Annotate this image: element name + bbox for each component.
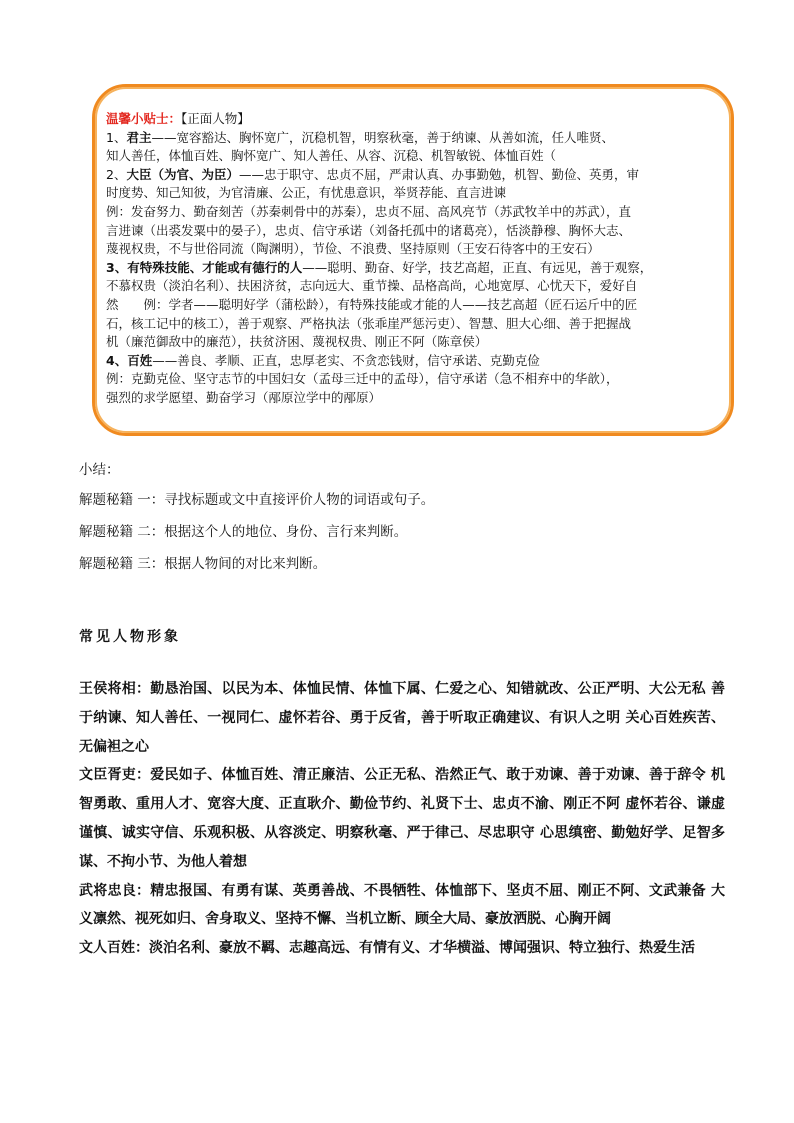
tip-line: 强烈的求学愿望、勤奋学习（邴原泣学中的邴原） <box>106 389 382 405</box>
summary-item: 解题秘籍 二：根据这个人的地位、身份、言行来判断。 <box>79 524 408 540</box>
tip-line: 4、百姓——善良、孝顺、正直，忠厚老实、不贪恋钱财，信守承诺、克勤克俭 <box>106 352 540 368</box>
tip-title: 温馨小贴士： <box>106 111 182 126</box>
summary-label: 小结： <box>79 462 120 478</box>
summary <box>79 458 719 584</box>
tip-heading: 【正面人物】 <box>181 111 250 126</box>
section-title: 常见人物形象 <box>79 629 181 645</box>
tip-line: 言进谏（出裘发粟中的晏子），忠贞、信守承诺（刘备托孤中的诸葛亮），恬淡静穆、胸怀大志、 <box>106 222 632 238</box>
tip-header <box>106 110 722 129</box>
summary-item: 解题秘籍 一：寻找标题或文中直接评价人物的词语或句子。 <box>79 492 435 508</box>
tip-box <box>106 110 722 408</box>
traits-paragraph: 武将忠良：精忠报国、有勇有谋、英勇善战、不畏牺牲、体恤部下、坚贞不屈、刚正不阿、文武兼备 大义凛然、视死如归、舍身取义、坚持不懈、当机立断、顾全大局、豪放洒脱、心胸开阔 <box>79 882 725 928</box>
traits-paragraph: 文臣胥吏：爱民如子、体恤百姓、清正廉洁、公正无私、浩然正气、敢于劝谏、善于劝谏、善于辞令 机智勇敢、重用人才、宽容大度、正直耿介、勤俭节约、礼贤下士、忠贞不渝、刚正不阿 虚怀若谷、谦虚谨慎、诚实守信、乐观积极、从容淡定、明察秋毫、严于律己、尽忠职守 心思缜密、勤勉好学、足智多谋、不拘小节、为他人着想 <box>79 767 725 870</box>
tip-line: 3、有特殊技能、才能或有德行的人——聪明、勤奋、好学，技艺高超，正直、有远见，善于观察， <box>106 259 653 275</box>
tip-line: 知人善任，体恤百姓、胸怀宽广、知人善任、从容、沉稳、机智敏锐、体恤百姓（ <box>106 148 557 164</box>
traits-list <box>79 675 725 963</box>
tip-line: 2、大臣（为官、为臣）——忠于职守、忠贞不屈，严肃认真、办事勤勉，机智、勤俭、英勇，审 <box>106 166 639 182</box>
tip-line: 不慕权贵（淡泊名利）、扶困济贫，志向远大、重节操、品格高尚，心地宽厚、心忧天下，爱好自 <box>106 278 638 294</box>
traits-paragraph: 王侯将相：勤恳治国、以民为本、体恤民情、体恤下属、仁爱之心、知错就改、公正严明、大公无私 善于纳谏、知人善任、一视同仁、虚怀若谷、勇于反省，善于听取正确建议、有识人之明 关心百姓疾苦、无偏袒之心 <box>79 681 725 755</box>
tip-line: 时度势、知己知彼，为官清廉、公正，有忧患意识，举贤荐能、直言进谏 <box>106 185 507 201</box>
traits-paragraph: 文人百姓：淡泊名利、豪放不羁、志趣高远、有情有义、才华横溢、博闻强识、特立独行、热爱生活 <box>79 940 695 957</box>
tip-line: 蔑视权贵，不与世俗同流（陶渊明），节俭、不浪费、坚持原则（王安石待客中的王安石） <box>106 241 600 257</box>
tip-line: 石，核工记中的核工），善于观察、严格执法（张乖崖严惩污吏）、智慧、胆大心细、善于把握战 <box>106 315 632 331</box>
summary-item: 解题秘籍 三：根据人物间的对比来判断。 <box>79 556 327 572</box>
tip-line: 1、君主——宽容豁达、胸怀宽广，沉稳机智，明察秋毫，善于纳谏、从善如流，任人唯贤、 <box>106 129 614 145</box>
tip-line: 然 例：学者——聪明好学（蒲松龄），有特殊技能或才能的人——技艺高超（匠石运斤中的匠 <box>106 296 638 312</box>
tip-line: 例：克勤克俭、坚守志节的中国妇女（孟母三迁中的孟母），信守承诺（急不相弃中的华歆）， <box>106 371 619 387</box>
tip-line: 机（廉范御敌中的廉范），扶贫济困、蔑视权贵、刚正不阿（陈章侯） <box>106 334 488 350</box>
tip-line: 例：发奋努力、勤奋刻苦（苏秦刺骨中的苏秦），忠贞不屈、高风亮节（苏武牧羊中的苏武），直 <box>106 203 632 219</box>
